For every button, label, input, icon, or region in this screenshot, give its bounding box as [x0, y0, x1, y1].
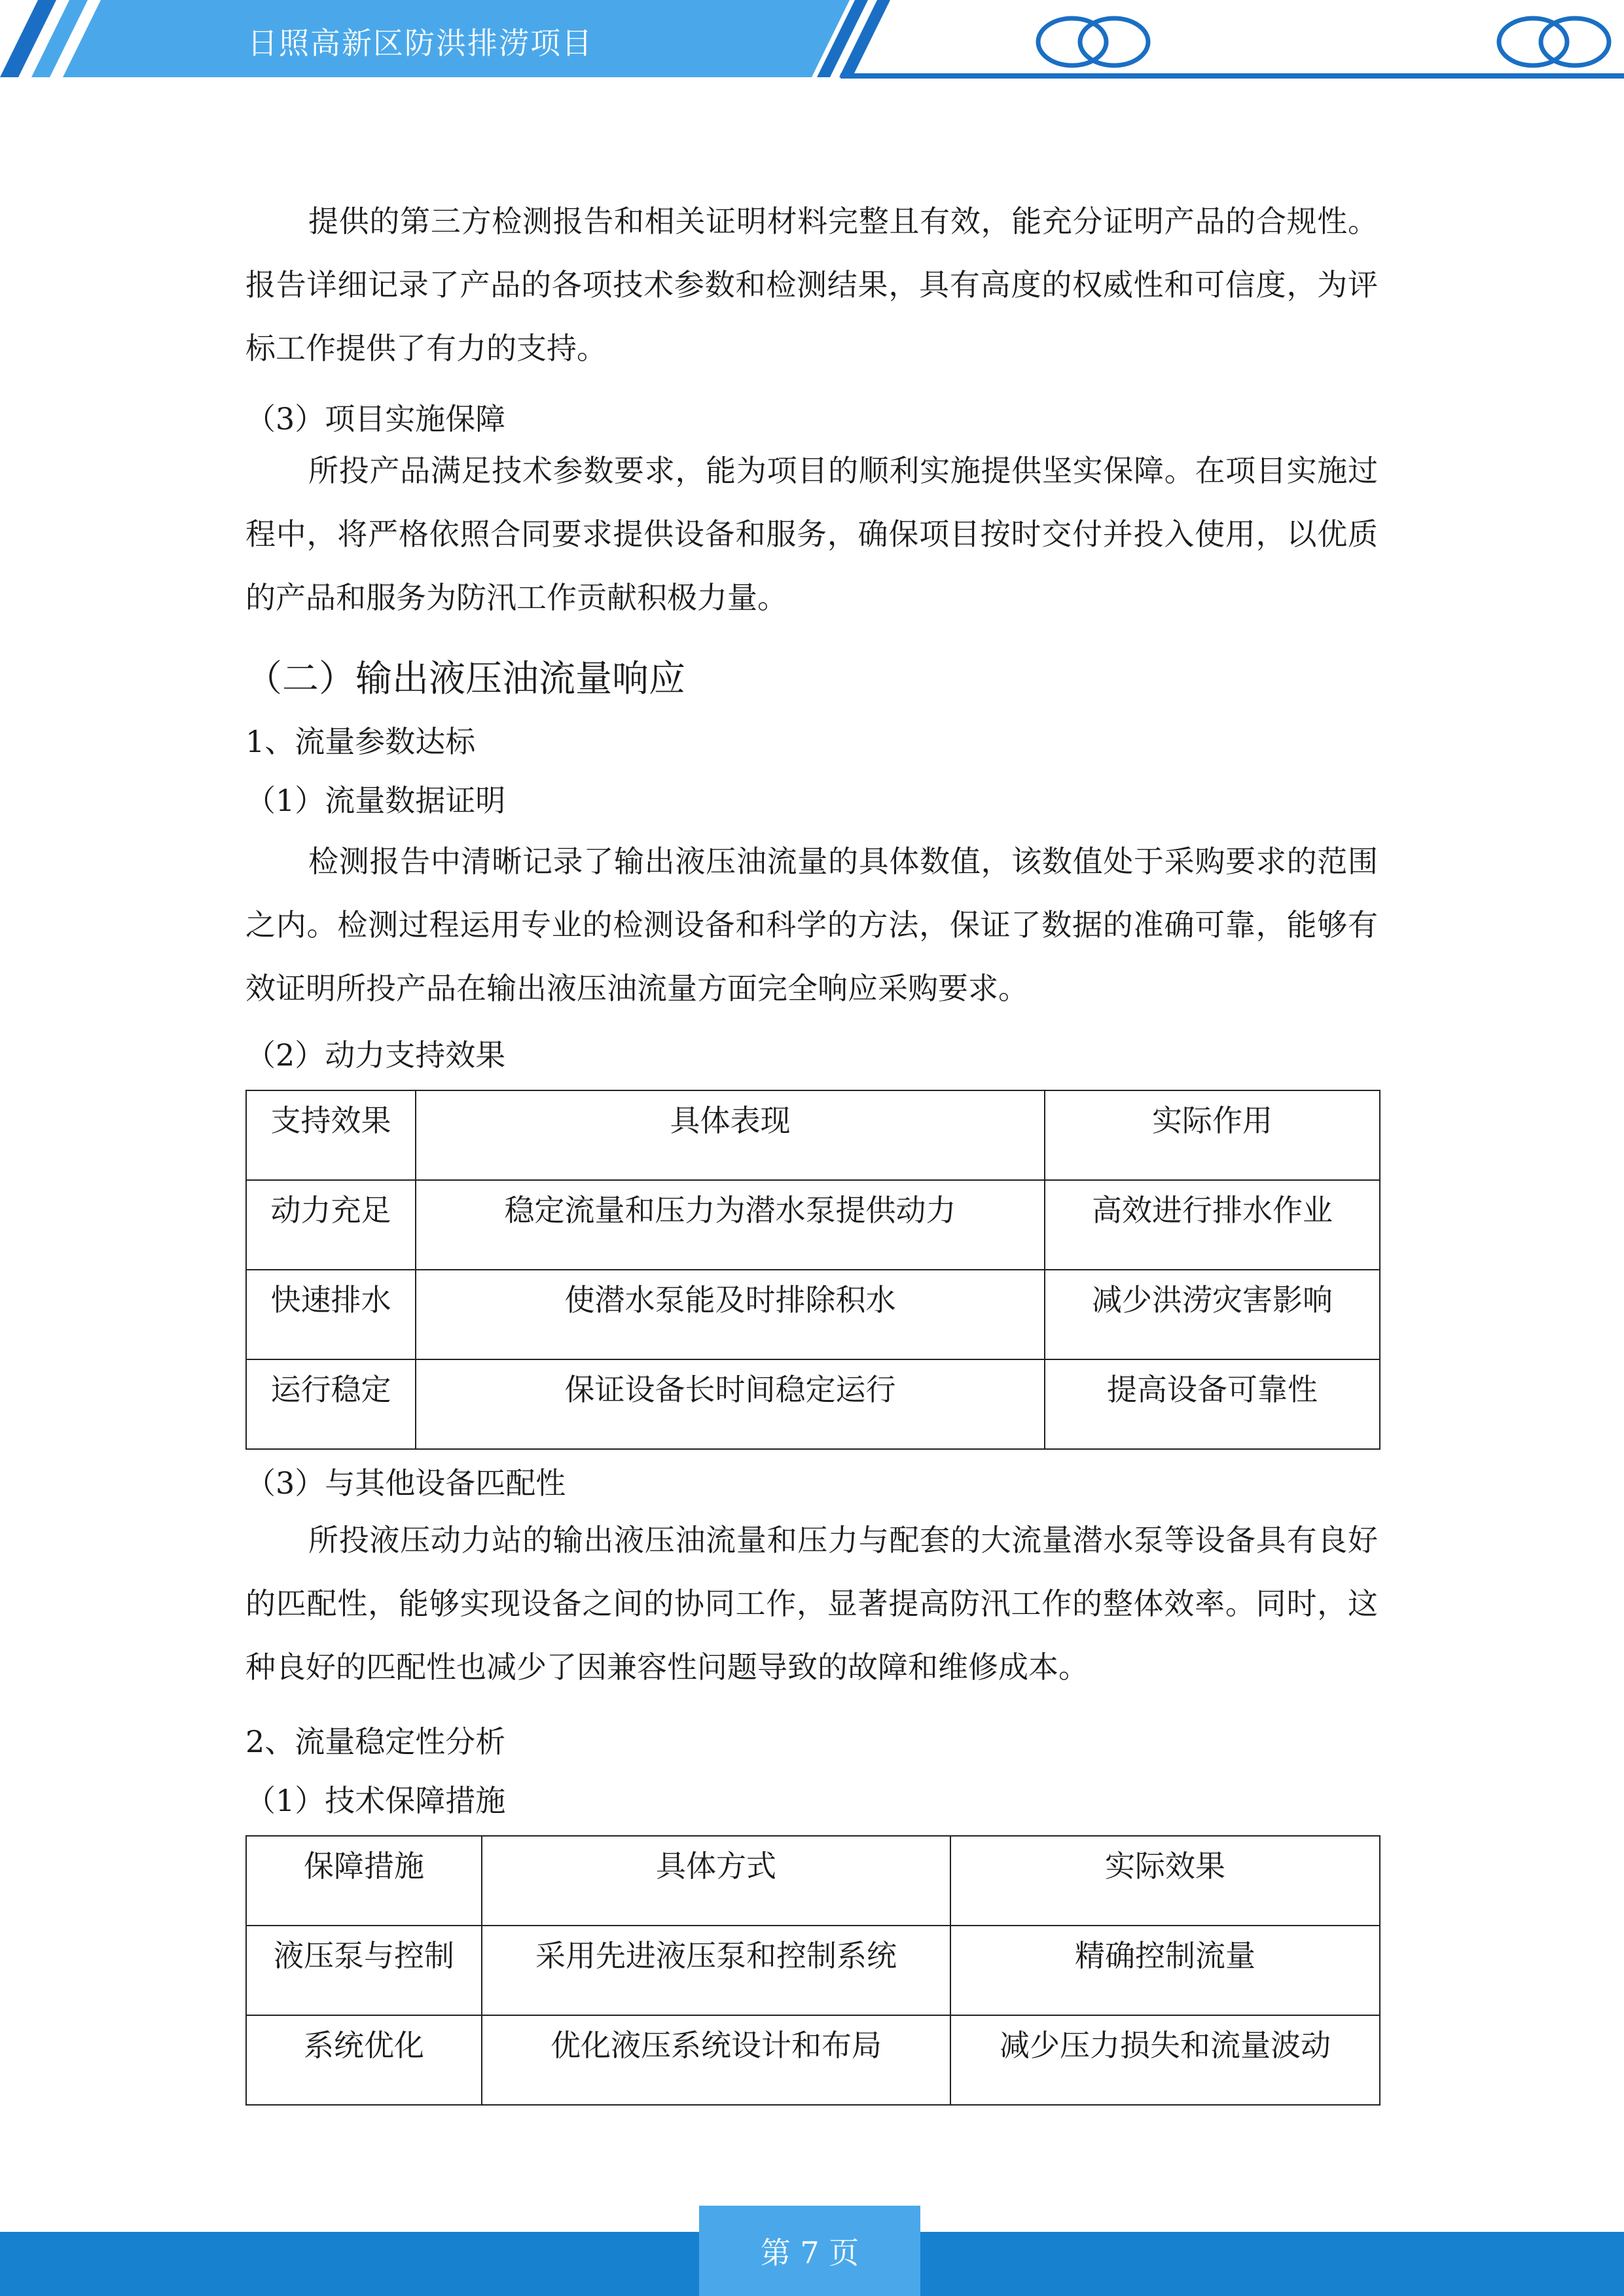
table-header-cell: 实际效果: [950, 1836, 1380, 1926]
tech-measures-table: [245, 1835, 1380, 2106]
table-cell: 使潜水泵能及时排除积水: [416, 1270, 1045, 1359]
table-cell: 减少洪涝灾害影响: [1045, 1270, 1380, 1359]
table-cell: 采用先进液压泵和控制系统: [482, 1926, 950, 2015]
page-header: [0, 0, 1624, 82]
table-cell: 精确控制流量: [950, 1926, 1380, 2015]
table-cell: 高效进行排水作业: [1045, 1180, 1380, 1270]
table-row: [246, 1926, 1380, 2015]
table-cell: 系统优化: [246, 2015, 482, 2105]
document-body: [245, 190, 1378, 2109]
table-header-row: [246, 1090, 1380, 1180]
paragraph-implementation: 所投产品满足技术参数要求，能为项目的顺利实施提供坚实保障。在项目实施过程中，将严格依照合同要求提供设备和服务，确保项目按时交付并投入使用，以优质的产品和服务为防汛工作贡献积极力量。: [245, 453, 1378, 615]
table-header-cell: 具体方式: [482, 1836, 950, 1926]
table-cell: 动力充足: [246, 1180, 416, 1270]
subheading-flow-data: （1）流量数据证明: [245, 783, 506, 818]
header-title: 日照高新区防洪排涝项目: [247, 26, 593, 61]
table-row: [246, 2015, 1380, 2105]
table-header-cell: 实际作用: [1045, 1090, 1380, 1180]
table-row: [246, 1359, 1380, 1449]
rings-icon: [1499, 18, 1609, 65]
table-cell: 稳定流量和压力为潜水泵提供动力: [416, 1180, 1045, 1270]
header-graphic: [0, 0, 1624, 82]
table-header-cell: 具体表现: [416, 1090, 1045, 1180]
table-cell: 提高设备可靠性: [1045, 1359, 1380, 1449]
subheading-tech-measures: （1）技术保障措施: [245, 1783, 506, 1818]
table-header-cell: 保障措施: [246, 1836, 482, 1926]
table-cell: 保证设备长时间稳定运行: [416, 1359, 1045, 1449]
table-row: [246, 1270, 1380, 1359]
paragraph-flow-data: 检测报告中清晰记录了输出液压油流量的具体数值，该数值处于采购要求的范围之内。检测过程运用专业的检测设备和科学的方法，保证了数据的准确可靠，能够有效证明所投产品在输出液压油流量方面完全响应采购要求。: [245, 844, 1378, 1006]
heading-flow-stability: 2、流量稳定性分析: [245, 1724, 506, 1759]
subheading-implementation: （3）项目实施保障: [245, 401, 506, 437]
rings-icon: [1038, 18, 1148, 65]
table-cell: 优化液压系统设计和布局: [482, 2015, 950, 2105]
subheading-compatibility: （3）与其他设备匹配性: [245, 1465, 566, 1501]
table-row: [246, 1180, 1380, 1270]
paragraph-compatibility: 所投液压动力站的输出液压油流量和压力与配套的大流量潜水泵等设备具有良好的匹配性，能够实现设备之间的协同工作，显著提高防汛工作的整体效率。同时，这种良好的匹配性也减少了因兼容性问题导致的故障和维修成本。: [245, 1522, 1378, 1685]
subheading-power-support: （2）动力支持效果: [245, 1037, 506, 1073]
table-cell: 减少压力损失和流量波动: [950, 2015, 1380, 2105]
header-baseline: [840, 73, 1624, 79]
page-number: 第 7 页: [760, 2235, 859, 2270]
table-header-cell: 支持效果: [246, 1090, 416, 1180]
section-heading-flow-response: （二）输出液压油流量响应: [245, 658, 685, 700]
table-header-row: [246, 1836, 1380, 1926]
table-cell: 快速排水: [246, 1270, 416, 1359]
table-cell: 运行稳定: [246, 1359, 416, 1449]
table-cell: 液压泵与控制: [246, 1926, 482, 2015]
power-support-table: [245, 1090, 1380, 1450]
heading-flow-params: 1、流量参数达标: [245, 724, 476, 759]
paragraph-test-report: 提供的第三方检测报告和相关证明材料完整且有效，能充分证明产品的合规性。报告详细记录了产品的各项技术参数和检测结果，具有高度的权威性和可信度，为评标工作提供了有力的支持。: [245, 204, 1378, 366]
